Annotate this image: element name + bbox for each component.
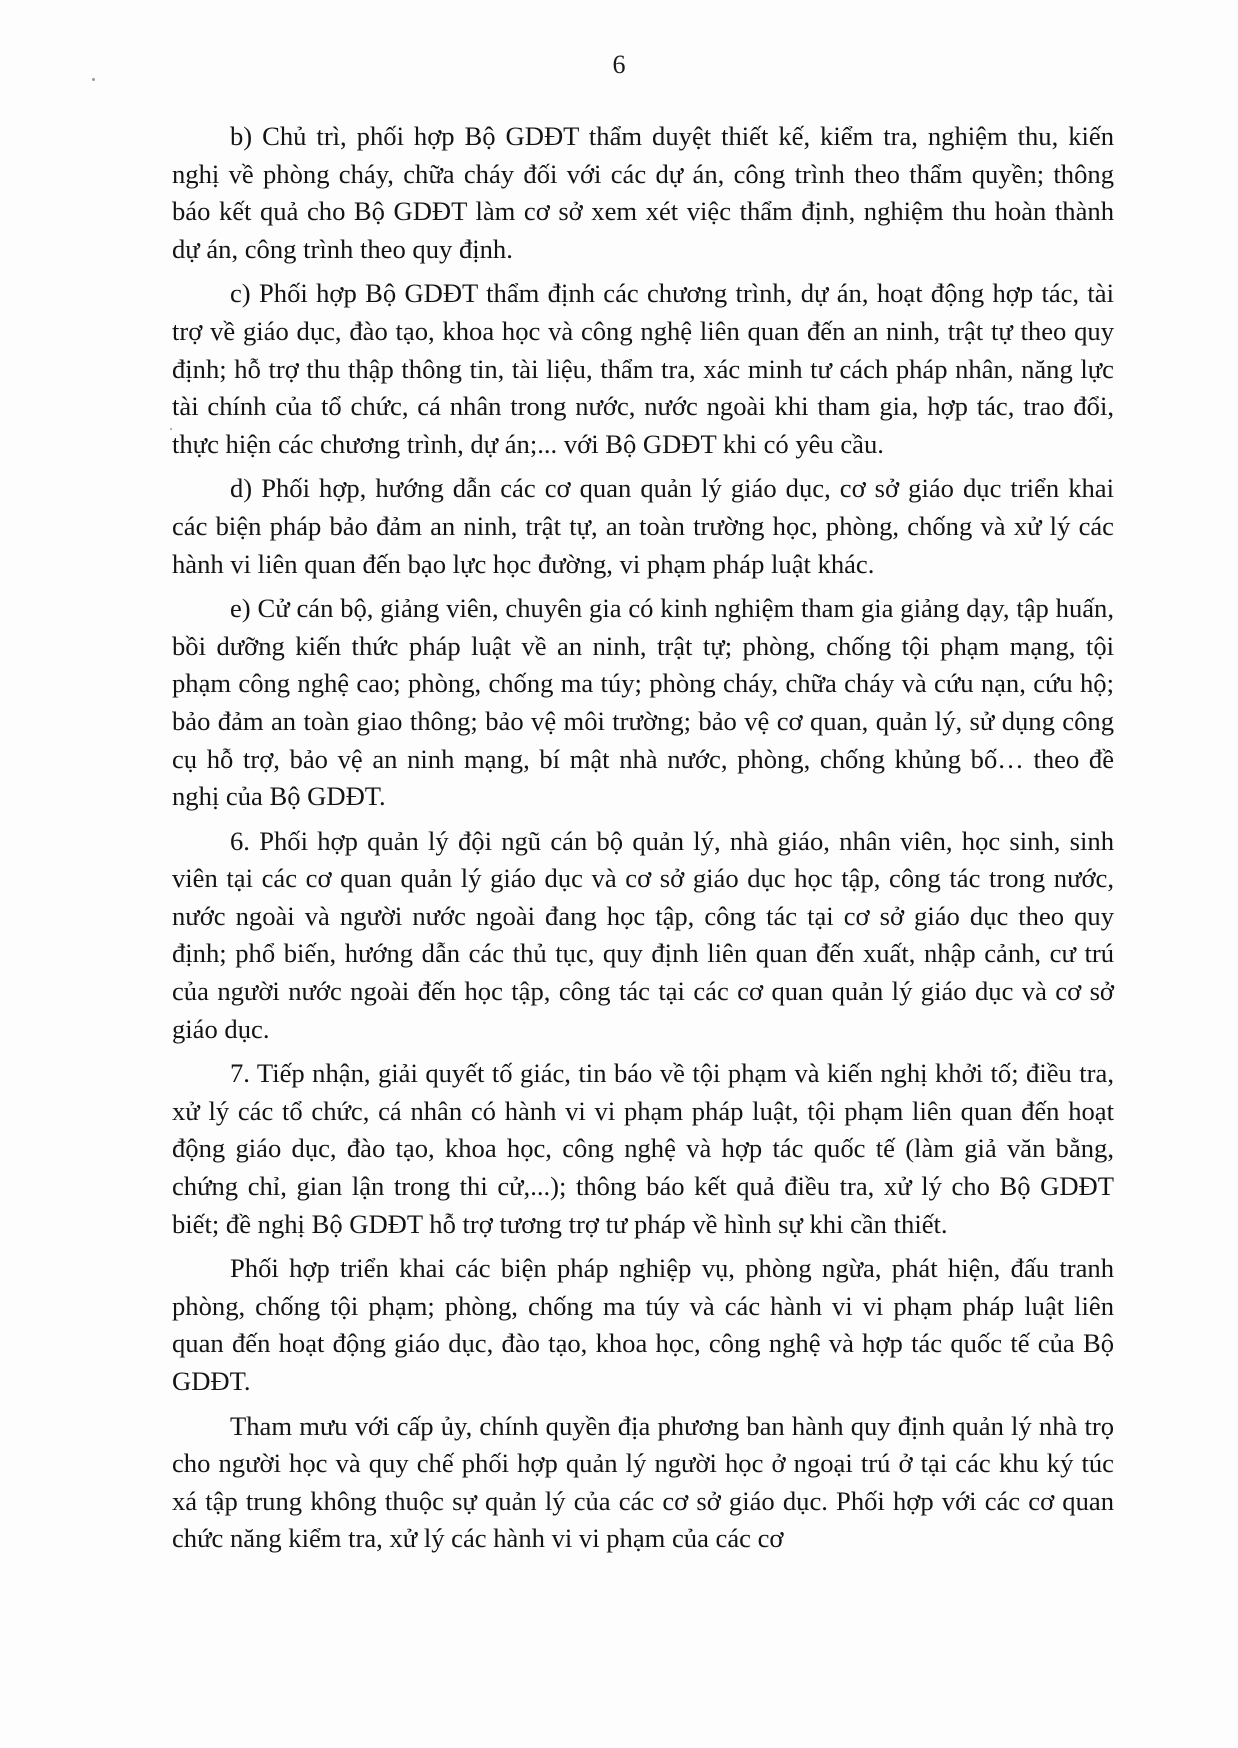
document-body xyxy=(172,118,1114,1565)
paragraph-7-advisory: Tham mưu với cấp ủy, chính quyền địa phương ban hành quy định quản lý nhà trọ cho người học và quy chế phối hợp quản lý người học ở ngoại trú ở tại các khu ký túc xá tập trung không thuộc sự quản lý của các cơ sở giáo dục. Phối hợp với các cơ quan chức năng kiểm tra, xử lý các hành vi vi phạm của các cơ xyxy=(172,1410,1114,1554)
paragraph-c: c) Phối hợp Bộ GDĐT thẩm định các chương trình, dự án, hoạt động hợp tác, tài trợ về giáo dục, đào tạo, khoa học và công nghệ liên quan đến an ninh, trật tự theo quy định; hỗ trợ thu thập thông tin, tài liệu, thẩm tra, xác minh tư cách pháp nhân, năng lực tài chính của tổ chức, cá nhân trong nước, nước ngoài khi tham gia, hợp tác, trao đổi, thực hiện các chương trình, dự án;... với Bộ GDĐT khi có yêu cầu. xyxy=(172,278,1114,459)
paragraph-e: e) Cử cán bộ, giảng viên, chuyên gia có kinh nghiệm tham gia giảng dạy, tập huấn, bồi dưỡng kiến thức pháp luật về an ninh, trật tự; phòng, chống tội phạm mạng, tội phạm công nghệ cao; phòng, chống ma túy; phòng cháy, chữa cháy và cứu nạn, cứu hộ; bảo đảm an toàn giao thông; bảo vệ môi trường; bảo vệ cơ quan, quản lý, sử dụng công cụ hỗ trợ, bảo vệ an ninh mạng, bí mật nhà nước, phòng, chống khủng bố… theo đề nghị của Bộ GDĐT. xyxy=(172,593,1114,812)
paragraph-7-coordination: Phối hợp triển khai các biện pháp nghiệp vụ, phòng ngừa, phát hiện, đấu tranh phòng, chống tội phạm; phòng, chống ma túy và các hành vi vi phạm pháp luật liên quan đến hoạt động giáo dục, đào tạo, khoa học, công nghệ và hợp tác quốc tế của Bộ GDĐT. xyxy=(172,1253,1114,1396)
paragraph-6: 6. Phối hợp quản lý đội ngũ cán bộ quản lý, nhà giáo, nhân viên, học sinh, sinh viên tại các cơ quan quản lý giáo dục và cơ sở giáo dục học tập, công tác trong nước, nước ngoài và người nước ngoài đang học tập, công tác tại cơ sở giáo dục theo quy định; phổ biến, hướng dẫn các thủ tục, quy định liên quan đến xuất, nhập cảnh, cư trú của người nước ngoài đến học tập, công tác tại các cơ quan quản lý giáo dục và cơ sở giáo dục. xyxy=(172,825,1114,1044)
page-number: 6 xyxy=(612,50,626,79)
paragraph-7: 7. Tiếp nhận, giải quyết tố giác, tin báo về tội phạm và kiến nghị khởi tố; điều tra, xử lý các tổ chức, cá nhân có hành vi vi phạm pháp luật, tội phạm liên quan đến hoạt động giáo dục, đào tạo, khoa học, công nghệ và hợp tác quốc tế (làm giả văn bằng, chứng chỉ, gian lận trong thi cử,...); thông báo kết quả điều tra, xử lý cho Bộ GDĐT biết; đề nghị Bộ GDĐT hỗ trợ tương trợ tư pháp về hình sự khi cần thiết. xyxy=(172,1058,1114,1239)
paragraph-b: b) Chủ trì, phối hợp Bộ GDĐT thẩm duyệt thiết kế, kiểm tra, nghiệm thu, kiến nghị về phòng cháy, chữa cháy đối với các dự án, công trình theo thẩm quyền; thông báo kết quả cho Bộ GDĐT làm cơ sở xem xét việc thẩm định, nghiệm thu hoàn thành dự án, công trình theo quy định. xyxy=(172,121,1114,264)
paragraph-d: d) Phối hợp, hướng dẫn các cơ quan quản lý giáo dục, cơ sở giáo dục triển khai các biện pháp bảo đảm an ninh, trật tự, an toàn trường học, phòng, chống và xử lý các hành vi liên quan đến bạo lực học đường, vi phạm pháp luật khác. xyxy=(172,473,1114,579)
